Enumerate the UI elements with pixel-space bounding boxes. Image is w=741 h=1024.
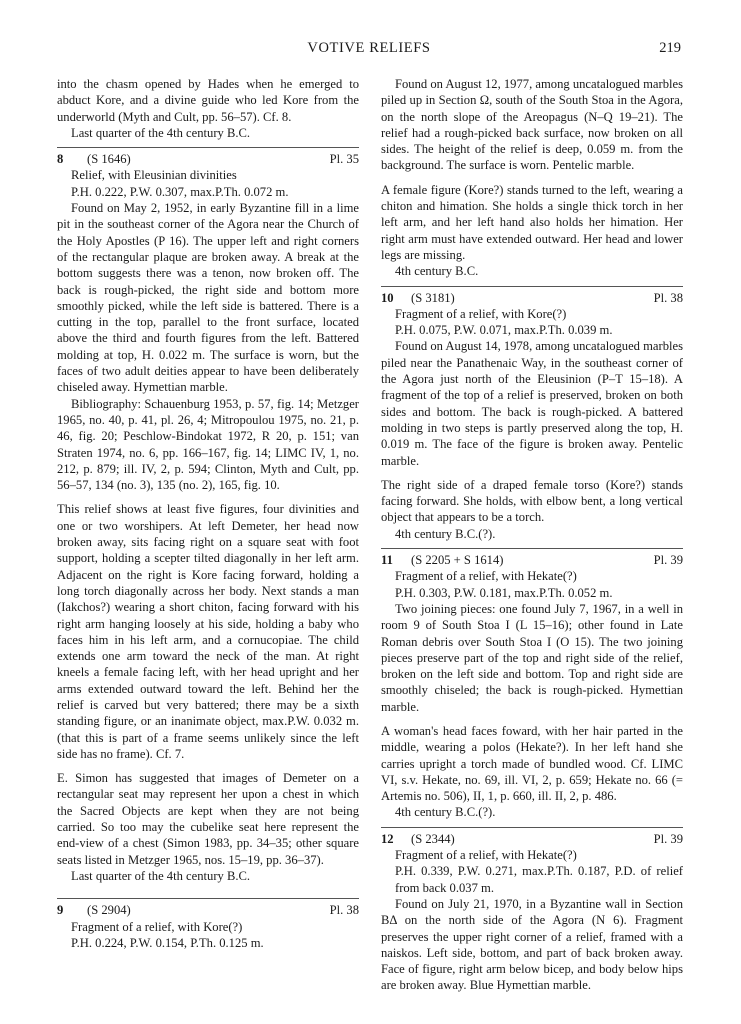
inventory-number: (S 3181) — [411, 290, 455, 305]
entry-discussion: A woman's head faces foward, with her hair parted in the middle, wearing a polos (Hekate?). In her left hand she carries upright a torch made of bundled wood. Cf. LIMC VI, s.v. Hekate, no. 69, ill. VI, 2, p. 659; Hekate no. 66 (= Artemis no. 506), II, 1, p. 660, ill. II, 2, p. 486. — [381, 723, 683, 804]
inventory-number: (S 2344) — [411, 831, 455, 846]
entry-number: 8 — [57, 152, 64, 167]
entry-divider — [57, 147, 359, 148]
entry-date: 4th century B.C. — [395, 264, 479, 279]
entry-date: Last quarter of the 4th century B.C. — [71, 868, 251, 883]
running-header — [57, 40, 681, 60]
entry-divider — [381, 827, 683, 828]
entry-divider — [57, 898, 359, 899]
plate-ref: Pl. 38 — [653, 290, 683, 305]
entry-dimensions: P.H. 0.339, P.W. 0.271, max.P.Th. 0.187, P.D. of relief from back 0.037 m. — [395, 864, 683, 895]
entry-date: 4th century B.C.(?). — [395, 805, 496, 820]
entry-discussion-2: E. Simon has suggested that images of Demeter on a rectangular seat may represent her upon a chest in which the Sacred Objects are kept when they are not being carried. So too may the cubelike seat here represent the end-view of a chest (Simon 1983, pp. 34–35; other square seats listed in Metzger 1965, nos. 15–19, pp. 36–37). — [57, 771, 359, 867]
entry-dimensions: P.H. 0.224, P.W. 0.154, P.Th. 0.125 m. — [71, 935, 264, 950]
plate-ref: Pl. 38 — [329, 903, 359, 918]
entry-divider — [381, 286, 683, 287]
entry-title: Fragment of a relief, with Kore(?) — [395, 306, 567, 321]
entry-number: 10 — [381, 290, 394, 305]
entry-discussion: A female figure (Kore?) stands turned to the left, wearing a chiton and himation. She holds a single thick torch in her left arm, and her left hand also holds her himation. Her right arm must have extended outward. Her head and lower legs are missing. — [381, 182, 683, 262]
entry-description: Found on July 21, 1970, in a Byzantine wall in Section BΔ on the north side of the Agora (N 6). Fragment preserves the upper right corner of a relief, framed with a naiskos. Left side, bottom, and part of back broken away. Face of figure, right arm below bicep, and body below hips are broken away. Blue Hymettian marble. — [381, 896, 683, 993]
entry-heading-12 — [381, 831, 683, 847]
left-column — [57, 76, 359, 951]
entry-dimensions: P.H. 0.075, P.W. 0.071, max.P.Th. 0.039 m. — [395, 323, 613, 338]
entry-heading-11 — [381, 552, 683, 568]
entry-title: Fragment of a relief, with Kore(?) — [71, 919, 243, 934]
continued-paragraph: into the chasm opened by Hades when he emerged to abduct Kore, and a divine guide who led Kore from the underworld (Myth and Cult, pp. 56–57). Cf. 8. — [57, 77, 359, 124]
entry-discussion: The right side of a draped female torso (Kore?) stands facing forward. She holds, with elbow bent, a long vertical object that appears to be a torch. — [381, 477, 683, 525]
entry-description: Found on August 14, 1978, among uncatalogued marbles piled near the Panathenaic Way, in the southeast corner of the Agora just north of the Eleusinion (P–T 15–18). A fragment of the top of a relief is preserved, broken on both sides and bottom. The back is rough-picked. A battered molding in two steps is partly preserved along the top, H. 0.019 m. The face of the figure is broken away. Pentelic marble. — [381, 339, 683, 468]
plate-ref: Pl. 35 — [329, 152, 359, 167]
inventory-number: (S 2904) — [87, 903, 131, 918]
entry-title: Relief, with Eleusinian divinities — [71, 168, 237, 183]
entry-heading-8 — [57, 151, 359, 167]
inventory-number: (S 1646) — [87, 152, 131, 167]
entry-heading-9 — [57, 902, 359, 918]
plate-ref: Pl. 39 — [653, 831, 683, 846]
entry-title: Fragment of a relief, with Hekate(?) — [395, 569, 577, 584]
entry-divider — [381, 548, 683, 549]
entry-description: Found on August 12, 1977, among uncatalogued marbles piled up in Section Ω, south of the South Stoa in the Agora, on the north slope of the Areopagus (N–Q 19–21). The relief had a rough-picked back surface, now broken on all sides. The height of the relief is deep, 0.059 m. from the background. The surface is worn. Pentelic marble. — [381, 77, 683, 173]
entry-heading-10 — [381, 290, 683, 306]
date-line: Last quarter of the 4th century B.C. — [71, 125, 251, 140]
entry-number: 9 — [57, 903, 64, 918]
entry-description: Two joining pieces: one found July 7, 1967, in a well in room 9 of South Stoa I (L 15–16); other found in Late Roman debris over South Stoa I (O 15). The two joining pieces preserve part of the top and right side of the relief, broken on the left side and bottom. Top and right side are smoothly chiseled; the back is rough-picked. Hymettian marble. — [381, 601, 683, 714]
entry-bibliography: Bibliography: Schauenburg 1953, p. 57, fig. 14; Metzger 1965, no. 40, p. 41, pl. 26, 4; Mitropoulou 1975, no. 21, p. 46, fig. 20; Peschlow-Bindokat 1972, R 20, p. 151; van Straten 1974, no. 6, pp. 166–167, fig. 14; LIMC IV, 1, no. 212, p. 879; ill. IV, 2, p. 594; Clinton, Myth and Cult, pp. 56–57, 134 (no. 3), 135 (no. 2), 165, fig. 10. — [57, 396, 359, 493]
running-title: VOTIVE RELIEFS — [307, 40, 431, 56]
entry-title: Fragment of a relief, with Hekate(?) — [395, 848, 577, 863]
entry-date: 4th century B.C.(?). — [395, 526, 496, 541]
inventory-number: (S 2205 + S 1614) — [411, 553, 504, 568]
entry-dimensions: P.H. 0.303, P.W. 0.181, max.P.Th. 0.052 m. — [395, 585, 613, 600]
page-number: 219 — [659, 40, 681, 56]
entry-description: Found on May 2, 1952, in early Byzantine fill in a lime pit in the southeast corner of the Agora near the Church of the Holy Apostles (P 16). The upper left and right corners of the rectangular plaque are broken away. A break at the bottom suggests there was a tenon, now broken off. The back is rough-picked, the right side and bottom more smoothly picked, while the left side is battered. There is a cutting in the top, parallel to the front surface, located above the third and fourth figures from the left. Battered molding at top, H. 0.022 m. The surface is worn, but the faces of two adult deities appear to have been deliberately chiseled away. Hymettian marble. — [57, 201, 359, 395]
plate-ref: Pl. 39 — [653, 553, 683, 568]
right-column — [381, 76, 683, 994]
entry-number: 12 — [381, 831, 394, 846]
entry-discussion: This relief shows at least five figures, four divinities and one or two worshipers. At left Demeter, her head now broken away, sits facing right on a square seat with foot support, holding a scepter tilted diagonally in her left arm. Adjacent on the right is Kore facing forward, holding a long torch diagonally across her body. Next stands a man (Iakchos?) wearing a short chiton, facing forward with his right arm hanging loosely at his side, holding a baby who faces him in his left arm, and a cornucopiae. The child extends one arm toward the neck of the man. At right kneels a female facing left, with her head upright and her arms extended outward toward the left. Behind her the relief is carved but very battered; there may be a sixth standing figure, or an inanimate object, max.P.W. 0.032 m. (that this is part of a frame seems unlikely since the left side has no frame). Cf. 7. — [57, 502, 359, 761]
entry-dimensions: P.H. 0.222, P.W. 0.307, max.P.Th. 0.072 m. — [71, 184, 289, 199]
entry-number: 11 — [381, 553, 393, 568]
